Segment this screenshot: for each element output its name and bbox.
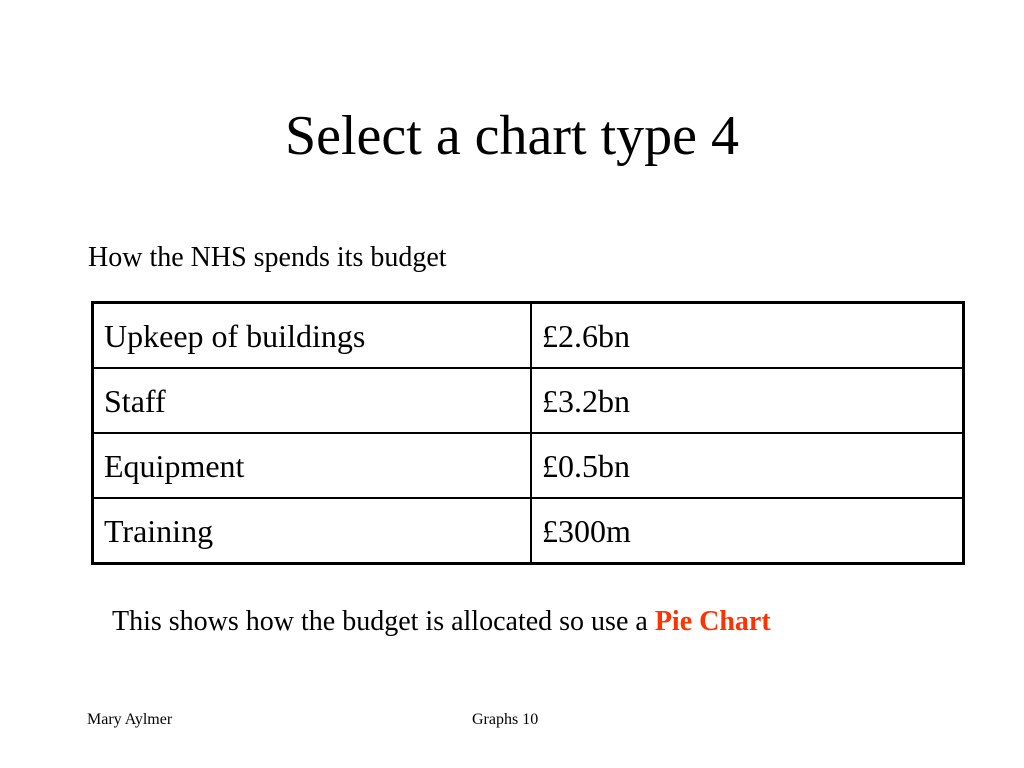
conclusion-body: This shows how the budget is allocated so use a: [112, 606, 655, 637]
table-row: [93, 368, 964, 433]
budget-table: [91, 301, 965, 565]
table-row: [93, 433, 964, 498]
table-row: [93, 303, 964, 369]
footer-author: Mary Aylmer: [87, 711, 173, 728]
table-cell-amount: £2.6bn: [531, 303, 964, 369]
table-cell-item: Training: [93, 498, 532, 564]
table-cell-item: Equipment: [93, 433, 532, 498]
table-cell-item: Upkeep of buildings: [93, 303, 532, 369]
table-caption: How the NHS spends its budget: [88, 242, 447, 273]
table-cell-amount: £300m: [531, 498, 964, 564]
table-cell-amount: £3.2bn: [531, 368, 964, 433]
table-cell-item: Staff: [93, 368, 532, 433]
table-cell-amount: £0.5bn: [531, 433, 964, 498]
pie-chart-highlight: Pie Chart: [654, 606, 771, 637]
footer-page-label: Graphs 10: [472, 711, 539, 728]
slide-title: Select a chart type 4: [284, 105, 739, 167]
table-row: [93, 498, 964, 564]
conclusion-text: [112, 604, 771, 640]
